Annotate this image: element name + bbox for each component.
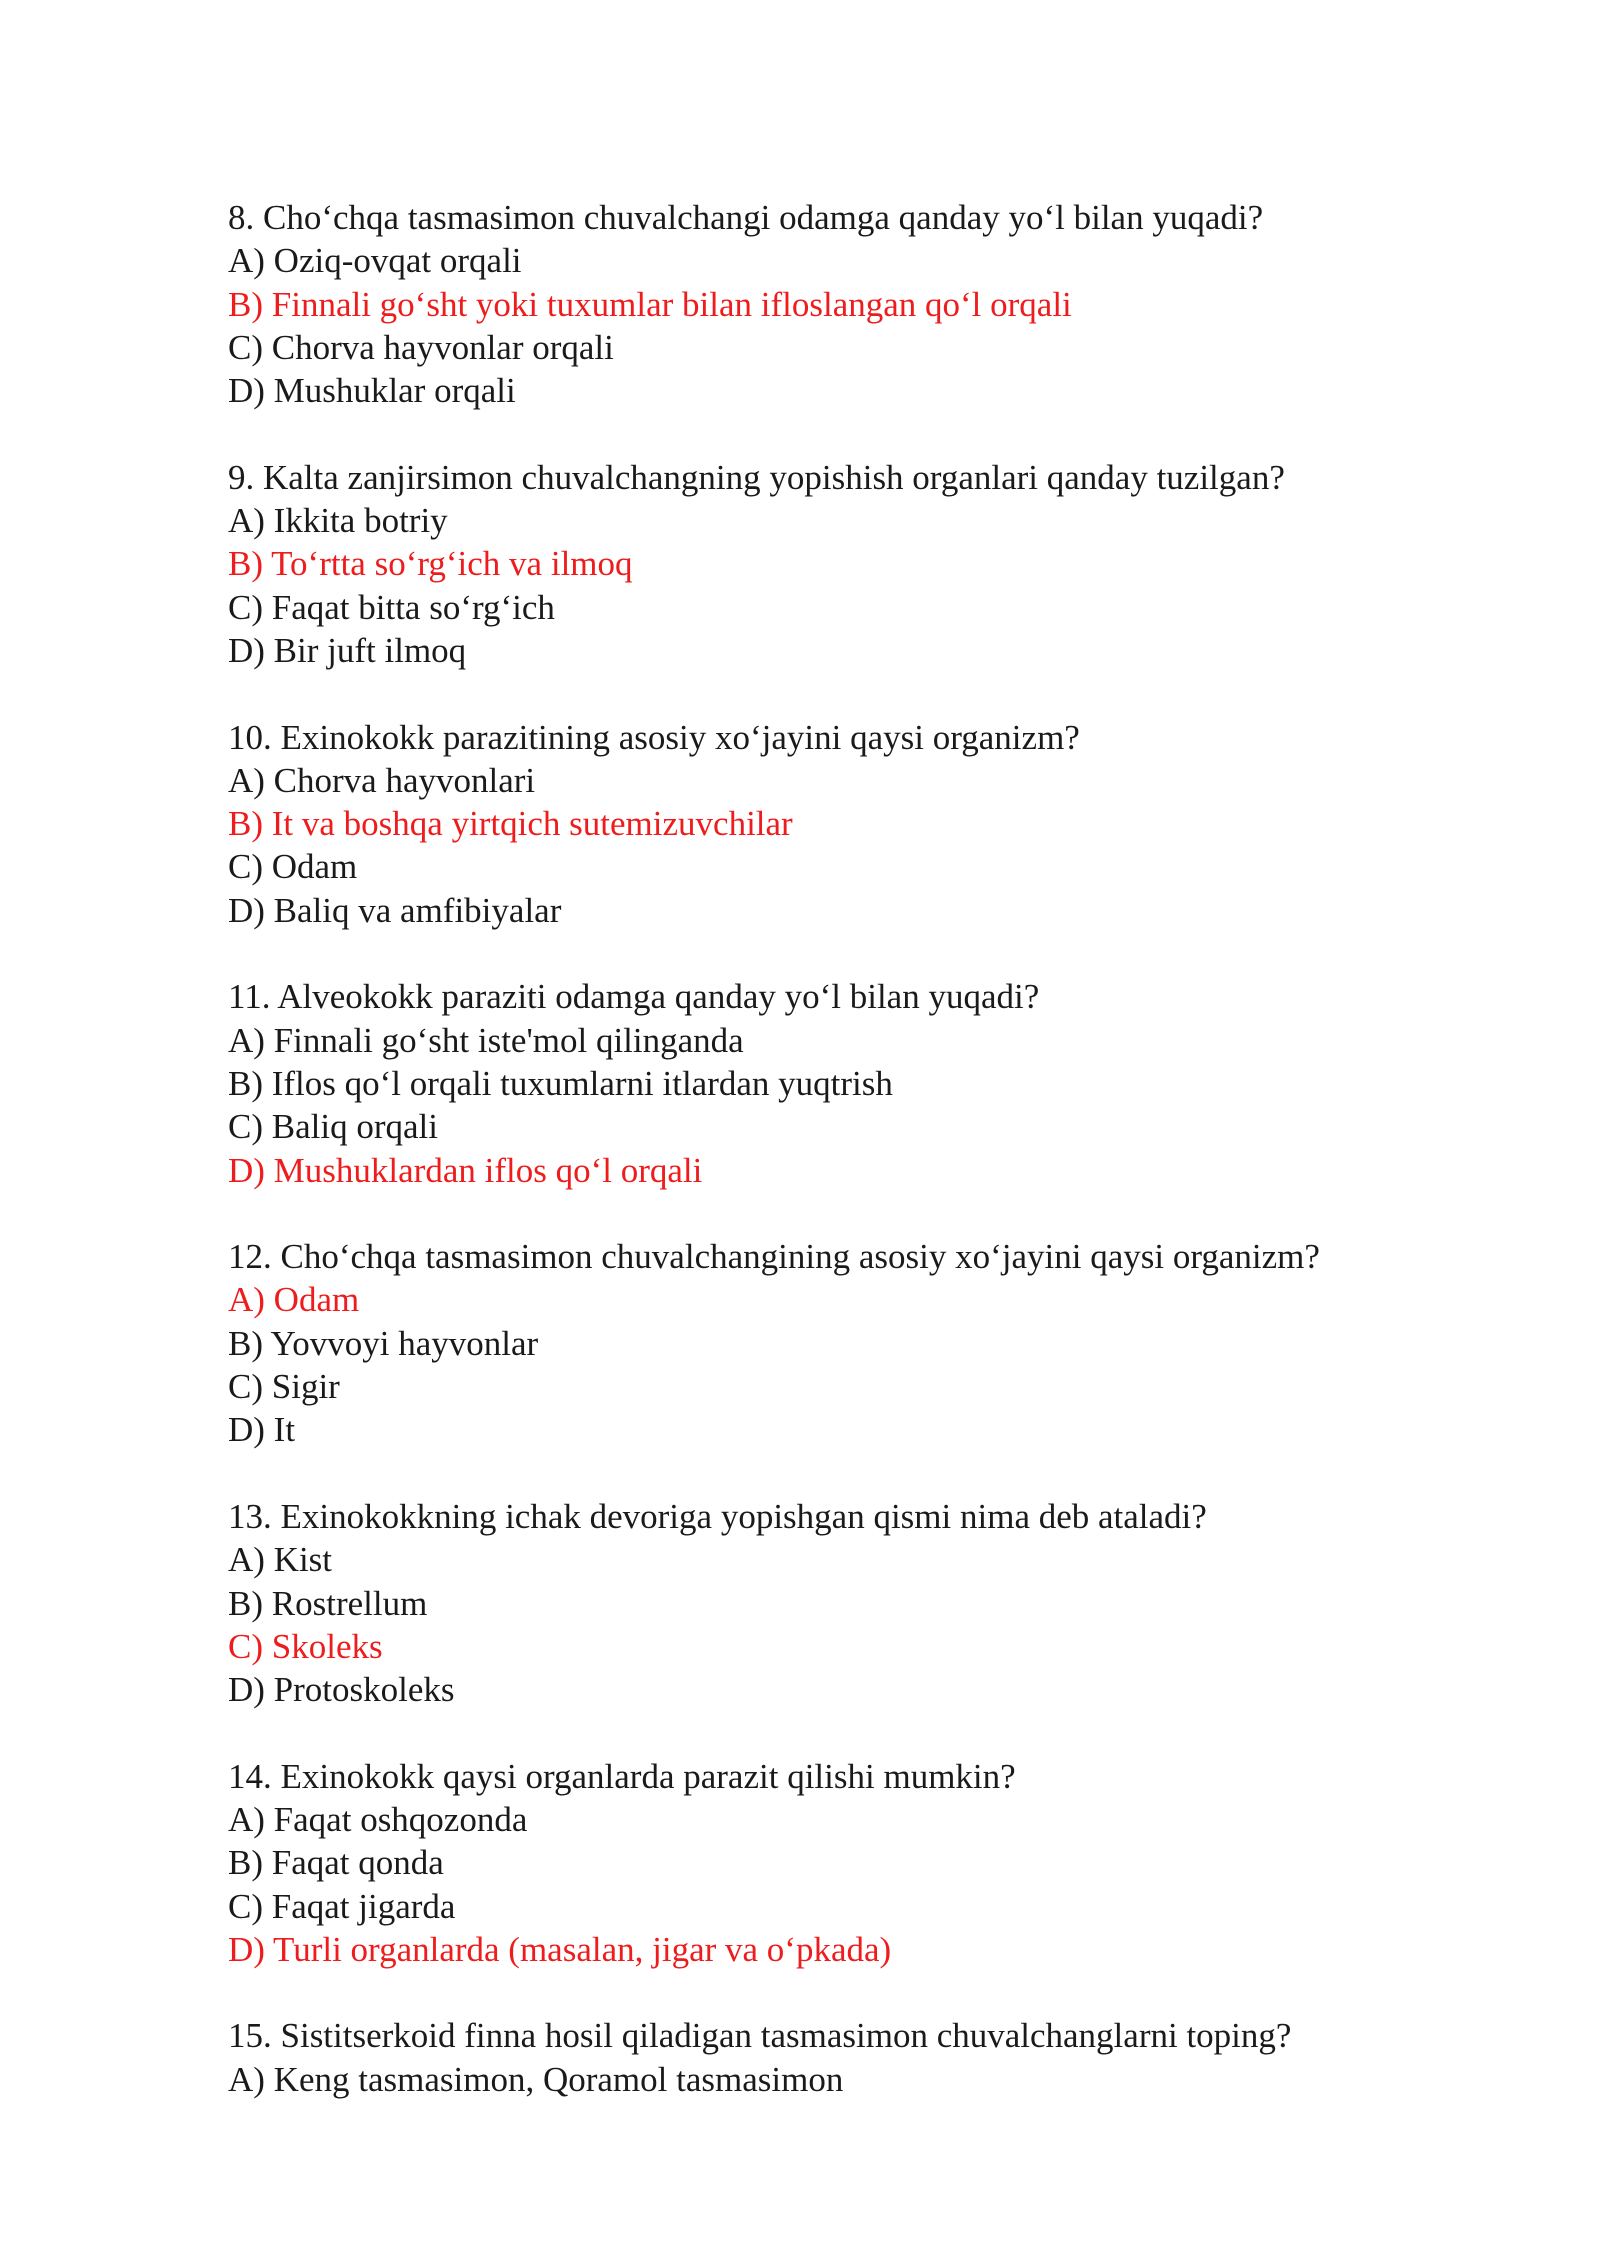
answer-option-correct: B) To‘rtta so‘rg‘ich va ilmoq [228, 544, 633, 584]
answer-option: D) Bir juft ilmoq [228, 630, 467, 670]
answer-option: A) Faqat oshqozonda [228, 1799, 528, 1839]
answer-option: B) Faqat qonda [228, 1843, 444, 1883]
answer-option: D) Baliq va amfibiyalar [228, 890, 562, 930]
question-block [228, 196, 1468, 412]
answer-option: C) Chorva hayvonlar orqali [228, 327, 614, 367]
question-block [228, 1495, 1468, 1711]
answer-option-correct: C) Skoleks [228, 1626, 383, 1666]
answer-option-correct: A) Odam [228, 1280, 360, 1320]
question-block [228, 456, 1468, 672]
answer-option: A) Ikkita botriy [228, 501, 448, 541]
question-text: 11. Alveokokk paraziti odamga qanday yo‘l bilan yuqadi? [228, 977, 1040, 1017]
answer-option: B) Rostrellum [228, 1583, 428, 1623]
question-text: 10. Exinokokk parazitining asosiy xo‘jayini qaysi organizm? [228, 717, 1080, 757]
question-text: 14. Exinokokk qaysi organlarda parazit qilishi mumkin? [228, 1756, 1016, 1796]
quiz-content [228, 196, 1468, 2144]
answer-option: A) Kist [228, 1540, 333, 1580]
question-text: 13. Exinokokkning ichak devoriga yopishgan qismi nima deb ataladi? [228, 1496, 1207, 1536]
answer-option: C) Sigir [228, 1367, 340, 1407]
question-block [228, 1755, 1468, 1971]
question-text: 12. Cho‘chqa tasmasimon chuvalchangining asosiy xo‘jayini qaysi organizm? [228, 1237, 1320, 1277]
question-block [228, 1235, 1468, 1451]
answer-option: B) Yovvoyi hayvonlar [228, 1323, 539, 1363]
answer-option: A) Oziq-ovqat orqali [228, 241, 522, 281]
answer-option: D) Protoskoleks [228, 1670, 455, 1710]
question-block [228, 2014, 1468, 2101]
answer-option-correct: D) Mushuklardan iflos qo‘l orqali [228, 1150, 703, 1190]
question-text: 9. Kalta zanjirsimon chuvalchangning yopishish organlari qanday tuzilgan? [228, 457, 1285, 497]
question-text: 8. Cho‘chqa tasmasimon chuvalchangi odamga qanday yo‘l bilan yuqadi? [228, 198, 1264, 237]
answer-option: A) Finnali go‘sht iste'mol qilinganda [228, 1020, 744, 1060]
answer-option: C) Odam [228, 847, 358, 887]
answer-option: C) Faqat bitta so‘rg‘ich [228, 587, 555, 627]
answer-option-correct: B) Finnali go‘sht yoki tuxumlar bilan ifloslangan qo‘l orqali [228, 284, 1072, 324]
answer-option: A) Keng tasmasimon, Qoramol tasmasimon [228, 2059, 844, 2099]
answer-option-correct: D) Turli organlarda (masalan, jigar va o‘pkada) [228, 1929, 892, 1969]
answer-option: D) Mushuklar orqali [228, 371, 516, 411]
question-block [228, 716, 1468, 932]
question-text: 15. Sistitserkoid finna hosil qiladigan tasmasimon chuvalchanglarni toping? [228, 2016, 1292, 2056]
answer-option: B) Iflos qo‘l orqali tuxumlarni itlardan yuqtrish [228, 1063, 893, 1103]
answer-option-correct: B) It va boshqa yirtqich sutemizuvchilar [228, 804, 793, 844]
answer-option: C) Faqat jigarda [228, 1886, 456, 1926]
answer-option: C) Baliq orqali [228, 1107, 438, 1147]
question-block [228, 975, 1468, 1191]
answer-option: A) Chorva hayvonlari [228, 760, 536, 800]
answer-option: D) It [228, 1410, 296, 1450]
